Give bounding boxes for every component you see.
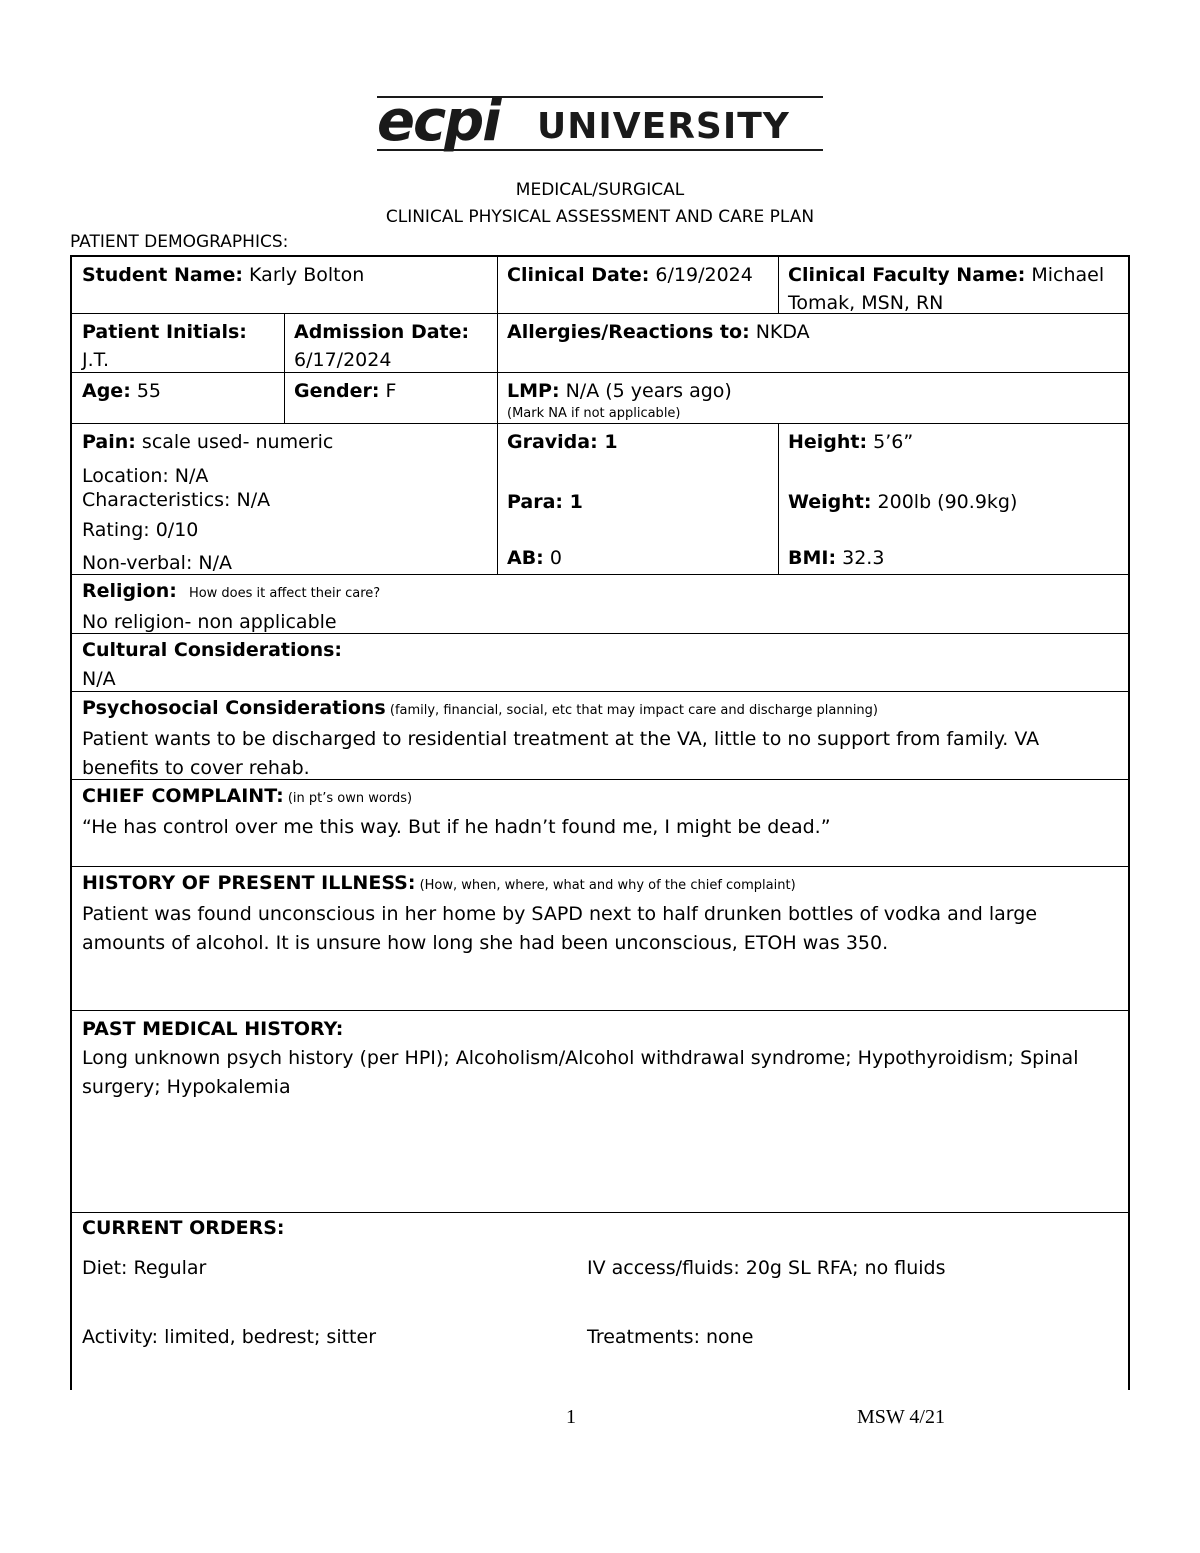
svg-text:ecpi: ecpi <box>377 89 500 154</box>
lmp-cell <box>497 373 1130 423</box>
current-orders-label: CURRENT ORDERS: <box>82 1217 285 1239</box>
pain-scale-value: scale used- numeric <box>135 431 334 453</box>
religion-value: No religion- non applicable <box>82 611 337 633</box>
assessment-table <box>70 255 1130 1390</box>
row-cultural <box>70 633 1130 691</box>
gravida-value: 1 <box>597 431 618 453</box>
chief-complaint-note: (in pt’s own words) <box>283 791 413 806</box>
page-number: 1 <box>566 1406 576 1428</box>
row-age <box>70 372 1130 423</box>
row-past-medical-history <box>70 1010 1130 1212</box>
treatments-order: Treatments: none <box>587 1326 754 1348</box>
clinical-date-label: Clinical Date: <box>507 264 650 286</box>
initials-value: J.T. <box>82 349 110 371</box>
bmi-value: 32.3 <box>836 547 885 569</box>
lmp-note: (Mark NA if not applicable) <box>507 406 681 421</box>
row-current-orders <box>70 1212 1130 1390</box>
pain-location: Location: N/A <box>82 465 209 487</box>
hpi-value: Patient was found unconscious in her home by SAPD next to half drunken bottles of vodka and large amounts of alcohol. It is unsure how long she had been unconscious, ETOH was 350. <box>82 903 1038 954</box>
height-value: 5’6” <box>867 431 914 453</box>
weight-value: 200lb (90.9kg) <box>871 491 1018 513</box>
weight-label: Weight: <box>788 491 872 513</box>
lmp-value: N/A (5 years ago) <box>559 380 732 402</box>
allergies-cell <box>497 314 1130 372</box>
para-value: 1 <box>563 491 583 513</box>
pain-rating: Rating: 0/10 <box>82 519 199 541</box>
faculty-value: Michael Tomak, MSN, RN <box>788 264 1105 314</box>
age-label: Age: <box>82 380 131 402</box>
chief-complaint-value: “He has control over me this way. But if he hadn’t found me, I might be dead.” <box>82 816 831 838</box>
gender-value: F <box>379 380 397 402</box>
obstetric-cell <box>497 424 778 574</box>
row-student <box>70 255 1130 313</box>
chief-complaint-label: CHIEF COMPLAINT: <box>82 785 284 807</box>
psychosocial-value: Patient wants to be discharged to residential treatment at the VA, little to no support from family. VA benefits to cover rehab. <box>82 728 1040 779</box>
initials-label: Patient Initials: <box>82 321 247 343</box>
row-pain <box>70 423 1130 574</box>
clinical-date-value: 6/19/2024 <box>649 264 753 286</box>
allergies-label: Allergies/Reactions to: <box>507 321 750 343</box>
psychosocial-note: (family, financial, social, etc that may impact care and discharge planning) <box>385 703 878 718</box>
body-measurements-cell <box>778 424 1130 574</box>
pmh-value: Long unknown psych history (per HPI); Alcoholism/Alcohol withdrawal syndrome; Hypothyroidism; Spinal surgery; Hypokalemia <box>82 1047 1079 1098</box>
student-name-label: Student Name: <box>82 264 244 286</box>
patient-demographics-heading: PATIENT DEMOGRAPHICS: <box>70 232 289 252</box>
student-name-cell <box>72 257 497 313</box>
pmh-label: PAST MEDICAL HISTORY: <box>82 1018 344 1040</box>
gravida-label: Gravida: <box>507 431 598 453</box>
pain-label: Pain: <box>82 431 136 453</box>
row-chief-complaint <box>70 779 1130 866</box>
pain-characteristics: Characteristics: N/A <box>82 489 271 511</box>
header-line-2: CLINICAL PHYSICAL ASSESSMENT AND CARE PLAN <box>385 207 815 227</box>
ecpi-university-logo <box>377 88 823 160</box>
allergies-value: NKDA <box>749 321 810 343</box>
bmi-label: BMI: <box>788 547 837 569</box>
ab-value: 0 <box>543 547 562 569</box>
clinical-date-cell <box>497 257 778 313</box>
diet-order: Diet: Regular <box>82 1257 207 1279</box>
ab-label: AB: <box>507 547 544 569</box>
gender-cell <box>284 373 497 423</box>
faculty-label: Clinical Faculty Name: <box>788 264 1026 286</box>
admission-date-cell <box>284 314 497 372</box>
student-name-value: Karly Bolton <box>243 264 365 286</box>
psychosocial-label: Psychosocial Considerations <box>82 697 386 719</box>
svg-text:UNIVERSITY: UNIVERSITY <box>537 106 790 147</box>
row-hpi <box>70 866 1130 1010</box>
iv-order: IV access/fluids: 20g SL RFA; no fluids <box>587 1257 946 1279</box>
form-code: MSW 4/21 <box>857 1406 945 1428</box>
row-psychosocial <box>70 691 1130 779</box>
lmp-label: LMP: <box>507 380 560 402</box>
para-label: Para: <box>507 491 564 513</box>
cultural-label: Cultural Considerations: <box>82 639 343 661</box>
hpi-note: (How, when, where, what and why of the chief complaint) <box>415 878 796 893</box>
pain-nonverbal: Non-verbal: N/A <box>82 552 233 574</box>
gender-label: Gender: <box>294 380 380 402</box>
admission-date-value: 6/17/2024 <box>294 349 392 371</box>
header-line-1: MEDICAL/SURGICAL <box>515 180 685 200</box>
religion-label: Religion: <box>82 580 177 602</box>
pain-cell <box>72 424 497 574</box>
age-cell <box>72 373 284 423</box>
activity-order: Activity: limited, bedrest; sitter <box>82 1326 376 1348</box>
age-value: 55 <box>130 380 162 402</box>
hpi-label: HISTORY OF PRESENT ILLNESS: <box>82 872 416 894</box>
clinical-faculty-cell <box>778 257 1130 313</box>
patient-initials-cell <box>72 314 284 372</box>
row-initials <box>70 313 1130 372</box>
cultural-value: N/A <box>82 668 116 690</box>
admission-date-label: Admission Date: <box>294 321 470 343</box>
height-label: Height: <box>788 431 868 453</box>
row-religion <box>70 574 1130 633</box>
religion-note: How does it affect their care? <box>188 586 381 601</box>
